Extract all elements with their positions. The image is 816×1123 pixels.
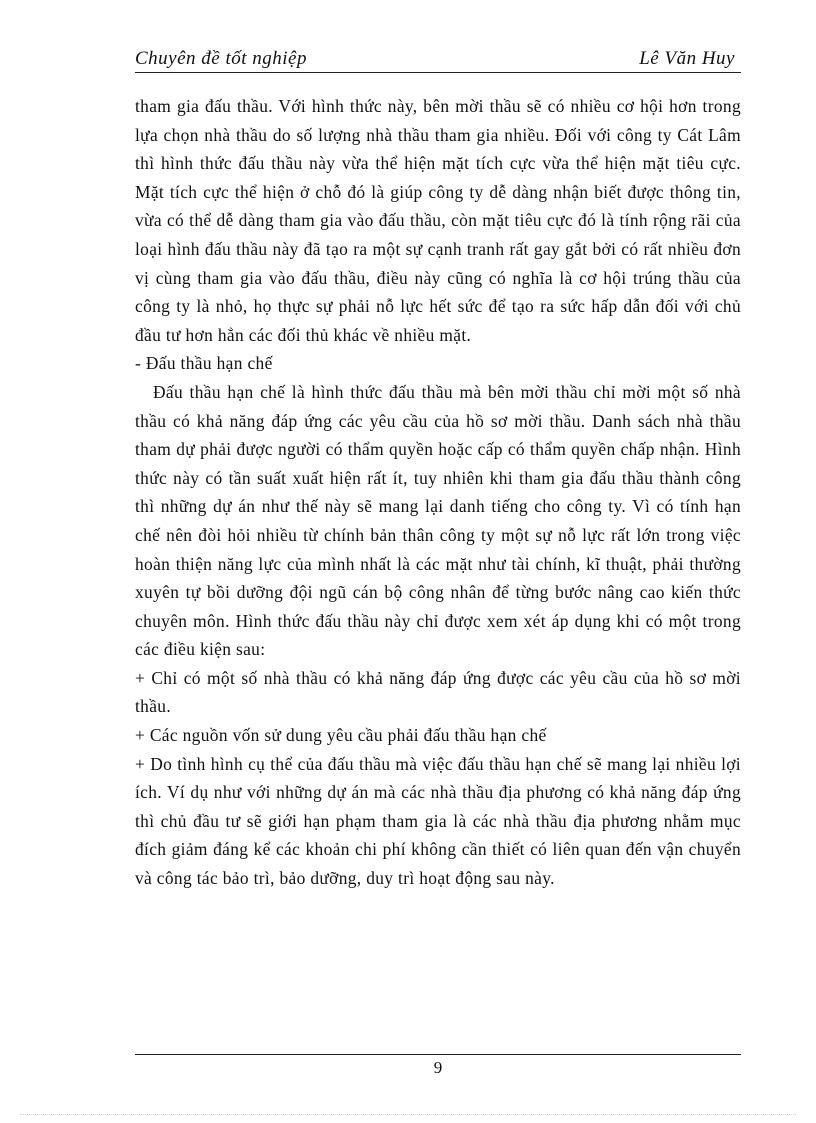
page-number: 9: [433, 1058, 443, 1077]
list-item-condition-1: + Chỉ có một số nhà thầu có khả năng đáp ứng được các yêu cầu của hồ sơ mời thầu.: [135, 667, 741, 717]
paragraph-open-bidding-continued: tham gia đấu thầu. Với hình thức này, bên mời thầu sẽ có nhiều cơ hội hơn trong lựa chọn nhà thầu do số lượng nhà thầu tham gia nhiều. Đối với công ty Cát Lâm thì hình thức đấu thầu này vừa thể hiện mặt tích cực vừa thể hiện mặt tiêu cực. Mặt tích cực thể hiện ở chỗ đó là giúp công ty dễ dàng nhận biết được thông tin, vừa có thể dễ dàng tham gia vào đấu thầu, còn mặt tiêu cực đó là tính rộng rãi của loại hình đấu thầu này đã tạo ra một sự cạnh tranh rất gay gắt bởi có rất nhiều đơn vị cùng tham gia vào đấu thầu, điều này cũng có nghĩa là cơ hội trúng thầu của công ty là nhỏ, họ thực sự phải nỗ lực hết sức để tạo ra sức hấp dẫn đối với chủ đầu tư hơn hẳn các đối thủ khác về nhiều mặt.: [135, 96, 741, 345]
header-author: Lê Văn Huy: [639, 48, 735, 69]
footer-divider: [135, 1054, 741, 1055]
header-title: Chuyên đề tốt nghiệp: [135, 48, 307, 69]
paragraph-limited-bidding: Đấu thầu hạn chế là hình thức đấu thầu mà bên mời thầu chỉ mời một số nhà thầu có khả năng đáp ứng các yêu cầu của hồ sơ mời thầu. Danh sách nhà thầu tham dự phải được người có thẩm quyền hoặc cấp có thẩm quyền chấp nhận. Hình thức này có tần suất xuất hiện rất ít, tuy nhiên khi tham gia đấu thầu thành công thì những dự án như thế này sẽ mang lại danh tiếng cho công ty. Vì có tính hạn chế nên đòi hỏi nhiều từ chính bản thân công ty một sự nỗ lực rất lớn trong việc hoàn thiện năng lực của mình nhất là các mặt như tài chính, kĩ thuật, phải thường xuyên tự bồi dưỡng đội ngũ cán bộ công nhân để từng bước nâng cao kiến thức chuyên môn. Hình thức đấu thầu này chỉ được xem xét áp dụng khi có một trong các điều kiện sau:: [135, 381, 741, 660]
page-header: [135, 46, 741, 73]
document-body: [135, 92, 741, 893]
list-item-condition-3: + Do tình hình cụ thể của đấu thầu mà việc đấu thầu hạn chế sẽ mang lại nhiều lợi ích. Ví dụ như với những dự án mà các nhà thầu địa phương có khả năng đáp ứng thì chủ đầu tư sẽ giới hạn phạm tham gia là các nhà thầu địa phương nhằm mục đích giảm đáng kể các khoản chi phí không cần thiết có liên quan đến vận chuyển và công tác bảo trì, bảo dưỡng, duy trì hoạt động sau này.: [135, 753, 741, 889]
section-heading-limited-bidding: - Đấu thầu hạn chế: [135, 353, 273, 374]
page-bottom-border: [20, 1114, 796, 1115]
list-item-condition-2: + Các nguồn vốn sử dung yêu cầu phải đấu thầu hạn chế: [135, 725, 547, 746]
